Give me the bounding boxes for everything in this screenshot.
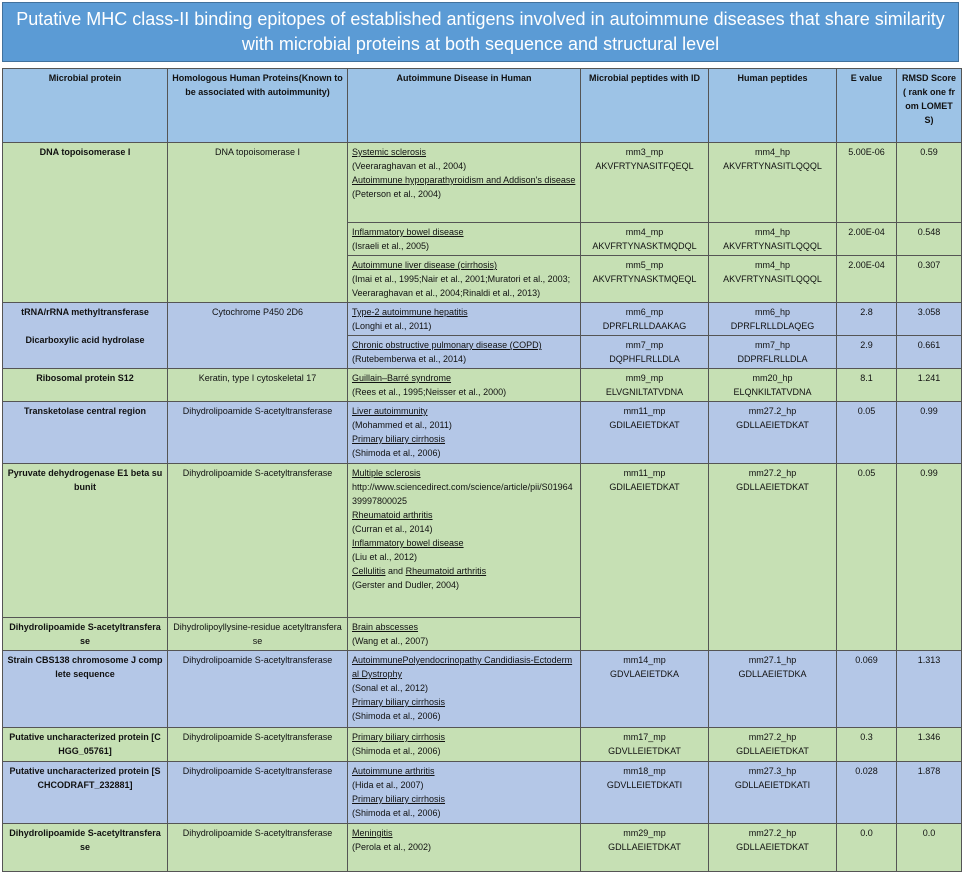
peptide-sequence: GDLLAEIETDKAT [608,842,681,852]
disease-name: Inflammatory bowel disease [352,538,464,548]
peptide-id: mm17_mp [623,732,666,742]
disease-cell [348,651,581,728]
human-peptide-cell [709,256,837,303]
peptide-id: mm27.2_hp [748,732,797,742]
human-peptide-cell [709,464,837,651]
disease-cell [348,762,581,824]
peptide-id: mm4_hp [754,260,790,270]
citation: (Liu et al., 2012) [352,552,418,562]
disease-name: Primary biliary cirrhosis [352,434,446,444]
disease-name: Autoimmune liver disease (cirrhosis) [352,260,498,270]
disease-name: Rheumatoid arthritis [352,510,433,520]
microbial-peptide-cell [581,369,709,402]
e-value-cell: 2.00E-04 [837,256,897,303]
peptide-id: mm11_mp [623,468,666,478]
human-peptide-cell [709,728,837,762]
microbial-peptide-cell [581,223,709,256]
table-title: Putative MHC class-II binding epitopes of established antigens involved in autoimmune diseases that share similarity with microbial proteins at both sequence and structural level [16,9,945,54]
disease-cell [348,336,581,369]
disease-name: AutoimmunePolyendocrinopathy Candidiasis-Ectodermal Dystrophy [352,655,573,679]
e-value-cell: 2.8 [837,303,897,336]
rmsd-cell: 1.878 [897,762,962,824]
microbial-peptide-cell [581,256,709,303]
disease-cell [348,223,581,256]
peptide-id: mm5_mp [625,260,664,270]
peptide-sequence: DDPRFLRLLDLA [737,354,808,364]
citation: (Rees et al., 1995;Neisser et al., 2000) [352,387,507,397]
microbial-peptide-cell [581,651,709,728]
table-row [3,303,962,336]
homolog-cell: DNA topoisomerase I [168,143,348,303]
peptide-sequence: DPRFLRLLDLAQEG [730,321,815,331]
peptide-sequence: AKVFRTYNASKTMQEQL [592,274,697,284]
citation: (Veeraraghavan et al., 2004) [352,161,467,171]
citation: (Sonal et al., 2012) [352,683,429,693]
human-peptide-cell [709,651,837,728]
e-value-cell: 0.05 [837,464,897,651]
peptide-id: mm3_mp [625,147,664,157]
peptide-id: mm27.1_hp [748,655,797,665]
disease-name: Primary biliary cirrhosis [352,794,446,804]
rmsd-cell: 0.661 [897,336,962,369]
citation: (Israeli et al., 2005) [352,241,430,251]
disease-name: Brain abscesses [352,622,419,632]
disease-name: Rheumatoid arthritis [405,566,487,576]
peptide-id: mm27.2_hp [748,468,797,478]
homolog-cell: Dihydrolipoamide S-acetyltransferase [168,651,348,728]
microbial-peptide-cell [581,143,709,223]
homolog-cell: Dihydrolipoamide S-acetyltransferase [168,464,348,618]
peptide-id: mm14_mp [623,655,666,665]
citation: (Perola et al., 2002) [352,842,432,852]
e-value-cell: 2.00E-04 [837,223,897,256]
peptide-id: mm27.2_hp [748,406,797,416]
citation: (Shimoda et al., 2006) [352,448,441,458]
peptide-sequence: GDILAEIETDKAT [609,420,680,430]
table-row [3,143,962,223]
homolog-cell: Dihydrolipoamide S-acetyltransferase [168,824,348,872]
citation: (Longhi et al., 2011) [352,321,432,331]
disease-name: Inflammatory bowel disease [352,227,464,237]
disease-cell [348,402,581,464]
citation: (Mohammed et al., 2011) [352,420,452,430]
peptide-sequence: GDLLAEIETDKAT [736,842,809,852]
microbial-peptide-cell [581,824,709,872]
citation: (Wang et al., 2007) [352,636,429,646]
microbial-protein-name: tRNA/rRNA methyltransferase [21,307,149,317]
peptide-id: mm18_mp [623,766,666,776]
peptide-id: mm6_mp [625,307,664,317]
peptide-sequence: GDLLAEIETDKAT [736,746,809,756]
citation: (Hida et al., 2007) [352,780,424,790]
peptide-id: mm27.3_hp [748,766,797,776]
disease-cell [348,824,581,872]
human-peptide-cell [709,143,837,223]
header-human-peptides: Human peptides [709,69,837,143]
header-microbial-protein: Microbial protein [3,69,168,143]
e-value-cell: 0.069 [837,651,897,728]
header-row [3,69,962,143]
e-value-cell: 2.9 [837,336,897,369]
peptide-id: mm20_hp [752,373,793,383]
table-row [3,464,962,618]
peptide-id: mm6_hp [754,307,790,317]
e-value-cell: 8.1 [837,369,897,402]
disease-name-combined [352,564,576,578]
header-autoimmune-disease: Autoimmune Disease in Human [348,69,581,143]
e-value-cell: 0.3 [837,728,897,762]
peptide-sequence: GDILAEIETDKAT [609,482,680,492]
homolog-cell: Dihydrolipoamide S-acetyltransferase [168,728,348,762]
microbial-protein-cell: Pyruvate dehydrogenase E1 beta subunit [3,464,168,618]
table-row [3,728,962,762]
e-value-cell: 5.00E-06 [837,143,897,223]
peptide-sequence: GDVLLEIETDKAT [608,746,681,756]
microbial-protein-cell [3,303,168,369]
disease-name: Multiple sclerosis [352,468,421,478]
peptide-sequence: ELVGNILTATVDNA [605,387,684,397]
microbial-protein-name: Dicarboxylic acid hydrolase [25,335,145,345]
disease-cell [348,143,581,223]
disease-name: Meningitis [352,828,393,838]
citation: (Shimoda et al., 2006) [352,746,441,756]
e-value-cell: 0.05 [837,402,897,464]
table-row [3,651,962,728]
microbial-peptide-cell [581,303,709,336]
citation: (Shimoda et al., 2006) [352,808,441,818]
citation: (Shimoda et al., 2006) [352,711,441,721]
rmsd-cell: 0.59 [897,143,962,223]
disease-cell [348,369,581,402]
microbial-protein-cell: Dihydrolipoamide S-acetyltransferase [3,618,168,651]
disease-name: Chronic obstructive pulmonary disease (COPD) [352,340,542,350]
peptide-id: mm7_hp [754,340,790,350]
homolog-cell: Dihydrolipoamide S-acetyltransferase [168,762,348,824]
peptide-sequence: GDVLAEIETDKA [609,669,680,679]
peptide-sequence: AKVFRTYNASITLQQQL [723,161,822,171]
peptide-sequence: GDLLAEIETDKA [738,669,807,679]
peptide-id: mm29_mp [623,828,666,838]
rmsd-cell: 0.307 [897,256,962,303]
rmsd-cell: 0.0 [897,824,962,872]
header-rmsd-score: RMSD Score ( rank one from LOMETS) [897,69,962,143]
homolog-cell: Dihydrolipoamide S-acetyltransferase [168,402,348,464]
rmsd-cell: 3.058 [897,303,962,336]
peptide-sequence: ELQNKILTATVDNA [733,387,812,397]
disease-cell [348,303,581,336]
rmsd-cell: 1.313 [897,651,962,728]
peptide-sequence: AKVFRTYNASITFQEQL [595,161,694,171]
peptide-id: mm4_hp [754,227,790,237]
table-title-banner [2,2,959,62]
citation: (Peterson et al., 2004) [352,189,442,199]
citation: (Gerster and Dudler, 2004) [352,580,460,590]
peptide-id: mm4_hp [754,147,790,157]
peptide-id: mm7_mp [625,340,664,350]
rmsd-cell: 0.99 [897,464,962,651]
microbial-peptide-cell [581,728,709,762]
human-peptide-cell [709,762,837,824]
disease-name: Type-2 autoimmune hepatitis [352,307,468,317]
peptide-id: mm9_mp [625,373,664,383]
rmsd-cell: 0.548 [897,223,962,256]
header-microbial-peptides: Microbial peptides with ID [581,69,709,143]
human-peptide-cell [709,402,837,464]
disease-name: Primary biliary cirrhosis [352,732,446,742]
microbial-peptide-cell [581,762,709,824]
peptide-sequence: GDLLAEIETDKAT [736,420,809,430]
human-peptide-cell [709,336,837,369]
disease-cell [348,256,581,303]
rmsd-cell: 1.346 [897,728,962,762]
microbial-protein-cell: Putative uncharacterized protein [CHGG_05761] [3,728,168,762]
homolog-cell: Dihydrolipoyllysine-residue acetyltransferase [168,618,348,651]
peptide-sequence: AKVFRTYNASITLQQQL [723,274,822,284]
disease-name: Cellulitis [352,566,386,576]
citation: (Imai et al., 1995;Nair et al., 2001;Muratori et al., 2003;Veeraraghavan et al., 2004;Rinaldi et al., 2013) [352,274,571,298]
e-value-cell: 0.028 [837,762,897,824]
citation: (Rutebemberwa et al., 2014) [352,354,467,364]
microbial-protein-cell: DNA topoisomerase I [3,143,168,303]
peptide-sequence: AKVFRTYNASITLQQQL [723,241,822,251]
microbial-protein-cell: Transketolase central region [3,402,168,464]
citation: http://www.sciencedirect.com/science/article/pii/S0196439997800025 [352,482,573,506]
rmsd-cell: 0.99 [897,402,962,464]
peptide-id: mm11_mp [623,406,666,416]
peptide-sequence: DPRFLRLLDAAKAG [602,321,687,331]
human-peptide-cell [709,303,837,336]
disease-cell [348,728,581,762]
human-peptide-cell [709,369,837,402]
microbial-protein-cell: Strain CBS138 chromosome J complete sequence [3,651,168,728]
peptide-sequence: DQPHFLRLLDLA [609,354,680,364]
peptide-id: mm4_mp [625,227,664,237]
peptide-sequence: AKVFRTYNASKTMQDQL [592,241,697,251]
homolog-cell: Keratin, type I cytoskeletal 17 [168,369,348,402]
peptide-sequence: GDLLAEIETDKATI [734,780,811,790]
microbial-peptide-cell [581,464,709,651]
disease-name: Autoimmune hypoparathyroidism and Addison's disease [352,175,576,185]
disease-name: Liver autoimmunity [352,406,428,416]
peptide-sequence: GDLLAEIETDKAT [736,482,809,492]
header-homologous-proteins: Homologous Human Proteins(Known to be associated with autoimmunity) [168,69,348,143]
disease-name: Autoimmune arthritis [352,766,435,776]
header-e-value: E value [837,69,897,143]
microbial-protein-cell: Ribosomal protein S12 [3,369,168,402]
microbial-peptide-cell [581,402,709,464]
e-value-cell: 0.0 [837,824,897,872]
table-row [3,402,962,464]
microbial-protein-cell: Putative uncharacterized protein [SCHCODRAFT_232881] [3,762,168,824]
microbial-peptide-cell [581,336,709,369]
table-row [3,762,962,824]
homolog-cell: Cytochrome P450 2D6 [168,303,348,369]
table-row [3,369,962,402]
disease-cell [348,618,581,651]
disease-name: Guillain–Barré syndrome [352,373,452,383]
rmsd-cell: 1.241 [897,369,962,402]
human-peptide-cell [709,824,837,872]
human-peptide-cell [709,223,837,256]
table-row [3,824,962,872]
microbial-protein-cell: Dihydrolipoamide S-acetyltransferase [3,824,168,872]
disease-cell [348,464,581,618]
disease-name: Systemic sclerosis [352,147,427,157]
peptide-sequence: GDVLLEIETDKATI [606,780,683,790]
epitope-table [2,68,962,872]
conjunction: and [388,566,404,576]
disease-name: Primary biliary cirrhosis [352,697,446,707]
peptide-id: mm27.2_hp [748,828,797,838]
citation: (Curran et al., 2014) [352,524,433,534]
